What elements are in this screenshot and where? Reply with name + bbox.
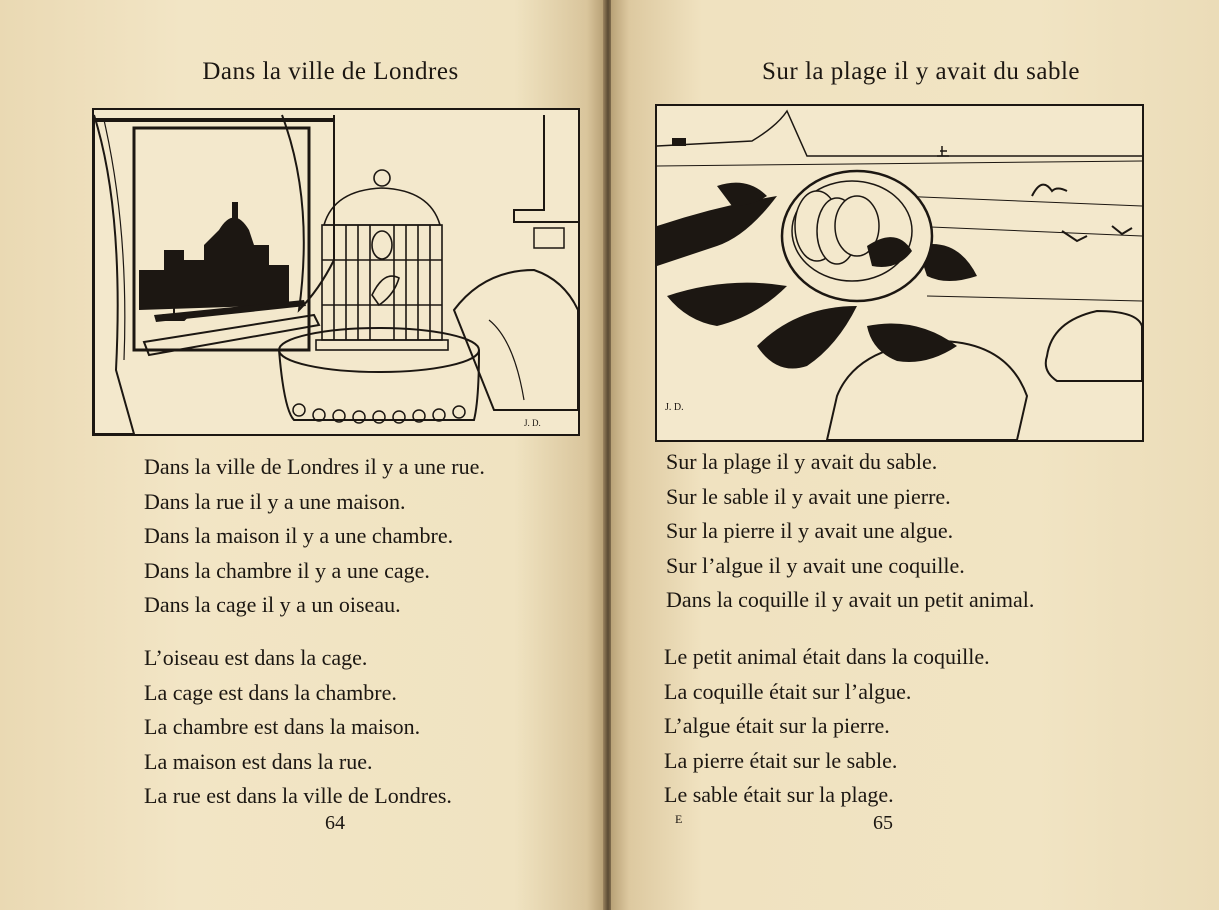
text-line: L’algue était sur la pierre. xyxy=(664,713,890,738)
text-line: La rue est dans la ville de Londres. xyxy=(144,783,452,808)
right-page xyxy=(611,0,1219,910)
text-line: Dans la cage il y a un oiseau. xyxy=(144,592,401,617)
text-line: Dans la chambre il y a une cage. xyxy=(144,557,430,583)
text-line: Dans la rue il y a une maison. xyxy=(144,488,406,514)
text-line: Sur la plage il y avait du sable. xyxy=(666,449,938,474)
text-line: Dans la coquille il y avait un petit animal. xyxy=(666,587,1035,612)
text-line: La chambre est dans la maison. xyxy=(144,714,421,739)
text-line: Sur la pierre il y avait une algue. xyxy=(666,518,954,543)
bird-cage-window-illustration xyxy=(92,108,580,436)
text-line: Sur le sable il y avait une pierre. xyxy=(666,483,951,509)
signature-mark: E xyxy=(675,812,683,826)
text-line: Sur l’algue il y avait une coquille. xyxy=(666,552,965,578)
text-line: La cage est dans la chambre. xyxy=(144,679,397,705)
text-line: L’oiseau est dans la cage. xyxy=(144,645,368,670)
left-page-title: Dans la ville de Londres xyxy=(202,58,459,85)
text-line: La coquille était sur l’algue. xyxy=(664,678,912,704)
text-line: La pierre était sur le sable. xyxy=(664,747,898,773)
text-line: Dans la ville de Londres il y a une rue. xyxy=(144,454,485,479)
illustration-signature-right: J. D. xyxy=(665,402,684,413)
page-number-right: 65 xyxy=(873,812,893,834)
shell-on-seaweed-beach-illustration xyxy=(655,104,1144,442)
right-stanza-1 xyxy=(666,445,1034,618)
text-line: La maison est dans la rue. xyxy=(144,748,373,774)
text-line: Le petit animal était dans la coquille. xyxy=(664,644,990,669)
page-number-left: 64 xyxy=(325,812,345,834)
left-page xyxy=(0,0,605,910)
left-stanza-1 xyxy=(144,450,485,623)
right-page-title: Sur la plage il y avait du sable xyxy=(761,58,1080,85)
text-line: Dans la maison il y a une chambre. xyxy=(144,523,454,548)
text-line: Le sable était sur la plage. xyxy=(664,782,894,807)
left-stanza-2 xyxy=(144,641,452,814)
right-stanza-2 xyxy=(664,640,990,813)
illustration-signature-left: J. D. xyxy=(524,418,541,428)
